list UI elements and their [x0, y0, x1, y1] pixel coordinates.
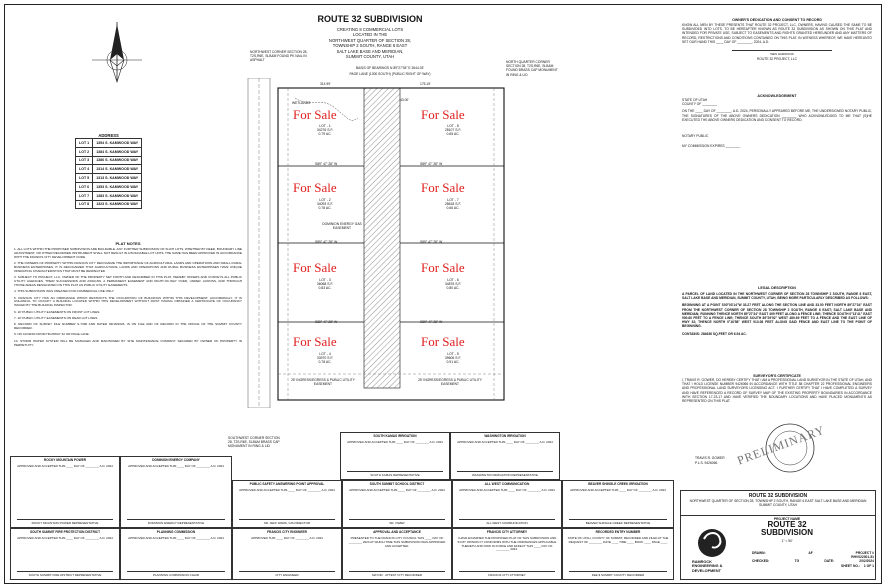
plat-note: 1. ALL LOTS WITHIN THE PROPOSED SUBDIVISION ARE BUILDABLE. ANY FURTHER SUBDIVISION OF SUCH LOTS, WHETHER BY DEED, BOUNDARY LINE ADJUSTMENT, OR OTHER RECORDED INSTRUMENT SHALL NOT RESULT IN A BUILDABLE LOT UNTIL THE SAME HAS BEEN APPROVED IN ACCORDANCE WITH THE FRANCIS CITY DEVELOPMENT CODE.: [14, 246, 242, 259]
address-cell: LOT 4: [76, 165, 93, 174]
titleblock-desc: NORTHWEST QUARTER OF SECTION 28, TOWNSHIP 2 SOUTH, RANGE 6 EAST SALT LAKE BASE AND MERIDIAN SUMMIT COUNTY, UTAH: [689, 499, 867, 508]
address-cell: LOT 6: [76, 182, 93, 191]
for-sale-lot-8: For Sale: [421, 107, 465, 122]
sw-corner-callout: SOUTHWEST CORNER SECTION 28, T2S,R6E, SLB&M BRASS CAP MONUMENT IN RING & LID: [228, 436, 280, 449]
titleblock-head: ROUTE 32 SUBDIVISION: [748, 493, 808, 499]
owners-dedication: [682, 18, 872, 61]
legal-description: [682, 286, 872, 336]
approval-signature: ROCKY MOUNTAIN POWER REPRESENTATIVE: [17, 519, 113, 525]
approval-box: [232, 528, 342, 580]
approval-box: [342, 528, 452, 580]
ack-text: ON THE ____ DAY OF ________, A.D. 2024, PERSONALLY APPEARED BEFORE ME, THE UNDERSIGNED NOTARY PUBLIC, THE SIGNATURES OF THE ABOVE OWNERS DEDICATION ________ WHO ACKNOWLEDGED TO ME THAT (S)HE EXECUTED THE ABOVE OWNERS DEDICATION AND CONSENT TO RECORD.: [682, 109, 872, 122]
approval-signature: BEAVER SHINGLE CREEK REPRESENTATIVE: [569, 519, 667, 525]
approval-box: [450, 432, 560, 480]
approval-body: APPROVED AND ACCEPTED THIS ____ DAY OF ________ A.D. 2024: [17, 536, 113, 540]
project-name-block: [752, 517, 822, 543]
subtitle-line: NORTHWEST QUARTER OF SECTION 28,: [328, 37, 412, 43]
approval-box: [452, 528, 562, 580]
address-row: [76, 139, 142, 148]
approval-signature: FRANCIS CITY ATTORNEY: [459, 571, 555, 577]
plat-note: 8. RECORD OF SURVEY FILE NUMBER S-7396 AND DATED 09/19/2023, IS ON FILE AND OF RECORD IN THE OFFICE OF THE SUMMIT COUNTY RECORDER.: [14, 322, 242, 331]
ack-county: COUNTY OF ________: [682, 102, 717, 107]
address-cell: 1313 S. KAMWOOD WAY: [93, 174, 142, 183]
dim-lot-line-right: S89° 47' 28" W: [420, 162, 443, 166]
address-table-title: ADDRESS: [98, 133, 119, 138]
plat-note: 3. SUBJECT TO PROJECT, LLC, OWNER OF THE PROPERTY SET FORTH AND DESCRIBED IN THIS PLAT, HEREBY OFFERS AND CONVEYS ALL PUBLIC UTILITY AGENCIES, THEIR SUCCESSORS AND ASSIGNS, A PERMANENT EASEMENT AND RIGHT-OF-WAY OVER, UNDER, ACROSS, AND THROUGH THOSE AREAS DESIGNATED ON THIS PLAT AS PUBLIC UTILITY EASEMENTS.: [14, 275, 242, 287]
approval-title: WASHINGTON IRRIGATION: [484, 434, 526, 438]
wetlands-label: WETLANDS: [292, 101, 311, 105]
plat-note: 7. 10' PUBLIC UTILITY EASEMENTS ON REAR LOT LINES.: [14, 315, 99, 320]
approval-box: [120, 528, 232, 580]
approval-body: APPROVED AND ACCEPTED THIS ____ DAY OF ________ A.D. 2024: [347, 440, 443, 444]
dim-lot-line-right-2: S89° 47' 28" W: [420, 240, 443, 244]
for-sale-lot-4: For Sale: [293, 334, 337, 349]
approval-signature: SOUTH KAMAS REPRESENTATIVE: [347, 471, 443, 477]
approval-body: APPROVED AND ACCEPTED THIS ____ DAY OF ________ A.D. 2024: [570, 488, 666, 492]
lot-5-label: LOT - 5 39606 S.F. 0.91 AC.: [444, 352, 462, 364]
plat-note: 2. THE OWNERS OF PROPERTY WITHIN FRANCIS CITY RECOGNIZE THE IMPORTANCE OF AGRICULTURAL LANDS AND OPERATIONS AND SMALL RURAL BUSINESS ENTERPRISES. IT IS RECOGNIZED THAT AGRICULTURAL LANDS AND OPERATIONS AND RURAL BUSINESS ENTERPRISES HAVE UNIQUE OPERATING CHARACTERISTICS THAT MUST BE RESPECTED.: [14, 261, 242, 273]
approval-signature: ALL WEST COMMUNICATION: [459, 519, 555, 525]
utility-easement-left: 25' INGRESS/EGRESS & PUBLIC UTILITY EASEMENT: [291, 378, 355, 387]
address-row: [76, 174, 142, 183]
address-cell: LOT 8: [76, 200, 93, 209]
plat-note: 4. THIS SUBDIVISION WAS CREATED FOR COMMERCIAL USE ONLY.: [14, 289, 115, 294]
plat-note: 9. NO ACCESS FROM HIGHWAY 32 OR PAGE LANE.: [14, 332, 90, 337]
plat-notes-list: [14, 248, 242, 348]
gas-easement-label: DOMINION ENERGY GAS EASEMENT: [322, 222, 362, 231]
approval-signature: CITY ENGINEER: [239, 571, 335, 577]
firm-name: RAMROCK ENGINEERING & DEVELOPMENT: [692, 560, 723, 573]
basis-of-bearings: BASIS OF BEARINGS N 89°27'35" E 2644.03': [355, 66, 425, 70]
approval-box: [452, 480, 562, 528]
surveyor-license: P.L.S. 9426066: [695, 461, 718, 465]
scale: 1" = 50': [781, 539, 793, 544]
for-sale-lot-6: For Sale: [421, 260, 465, 275]
for-sale-lot-3: For Sale: [293, 260, 337, 275]
approval-body: APPROVED AND ACCEPTED THIS ____ DAY OF ________ A.D. 2024: [239, 488, 335, 492]
approval-title: RECORDED ENTRY NUMBER: [595, 530, 641, 534]
address-cell: 1384 S. KAMWOOD WAY: [93, 147, 142, 156]
address-cell: 1383 S. KAMWOOD WAY: [93, 191, 142, 200]
lot-1-label: LOT - 1 34276 S.F. 0.79 AC.: [316, 124, 334, 136]
dim-top-left: 314.99': [320, 82, 331, 86]
address-cell: LOT 7: [76, 191, 93, 200]
subtitle-line: TOWNSHIP 2 SOUTH, RANGE 6 EAST: [332, 43, 408, 49]
address-cell: LOT 2: [76, 147, 93, 156]
owner-title-line: ROUTE 32 PROJECT, LLC: [757, 57, 797, 62]
approval-box: [10, 456, 120, 528]
address-cell: LOT 5: [76, 174, 93, 183]
dim-lot-line: S89° 47' 28" W: [315, 162, 338, 166]
legal-p1: A PARCEL OF LAND LOCATED IN THE NORTHWEST CORNER OF SECTION 28 TOWNSHIP 2 SOUTH, RANGE 6 EAST, SALT LAKE BASE AND MERIDIAN, SUMMIT COUNTY, UTAH, BEING MORE PARTICULARLY DESCRIBED AS FOLLOWS:: [682, 292, 872, 301]
approval-box: [120, 456, 232, 528]
approval-signature: DOMINION ENERGY REPRESENTATIVE: [127, 519, 225, 525]
approval-body: PRESENTED TO THE FRANCIS CITY COUNCIL THIS ____ DAY OF ________ 2024 AT WHICH TIME THIS SUBDIVISION WAS APPROVED AND ACCEPTED.: [348, 536, 446, 548]
plat-notes-title: PLAT NOTES: [115, 241, 141, 246]
plat-note: 5. FRANCIS CITY HAS AN ORDINANCE WHICH RESTRICTS THE OCCUPATION OF BUILDINGS WITHIN THIS DEVELOPMENT. ACCORDINGLY, IT IS UNLAWFUL TO OCCUPY A BUILDING LOCATED WITHIN THIS DEVELOPMENT WITHOUT FIRST HAVING OBTAINED A CERTIFICATE OF OCCUPANCY ISSUED BY THE BUILDING INSPECTOR.: [14, 295, 242, 308]
surveyor-title: SURVEYOR'S CERTIFICATE: [753, 374, 801, 378]
address-cell: 1386 S. KAMWOOD WAY: [93, 156, 142, 165]
approval-box: [232, 480, 342, 528]
lot-2-label: LOT - 2 34093 S.F. 0.78 AC.: [316, 198, 334, 210]
n-corner-callout: NORTH QUARTER CORNER SECTION 28, T2S,R6E, SLB&M FOUND BRASS CAP MONUMENT IN RING & LID: [506, 60, 558, 77]
plat-subtitle: [290, 27, 450, 59]
approval-body: APPROVED AND ACCEPTED THIS ____ DAY OF ________ A.D. 2024: [349, 488, 445, 492]
approval-title: SOUTH KAMAS IRRIGATION: [373, 434, 417, 438]
approval-body: APPROVED AND ACCEPTED THIS ____ DAY OF ________ A.D. 2024: [128, 536, 224, 540]
commission-line: MY COMMISSION EXPIRES ________: [682, 144, 741, 149]
approval-body: APPROVED AND ACCEPTED THIS ____ DAY OF ________ A.D. 2024: [457, 440, 553, 444]
dim-43: 43.00': [400, 98, 409, 102]
north-arrow-icon: [88, 20, 146, 90]
approval-title: ALL WEST COMMUNICATION: [484, 482, 530, 486]
address-row: [76, 182, 142, 191]
ack-state: STATE OF UTAH: [682, 98, 708, 102]
approval-body: APPROVED AND ACCEPTED THIS ____ DAY OF ________ A.D. 2024: [459, 488, 555, 492]
owners-title: OWNER'S DEDICATION AND CONSENT TO RECORD: [732, 18, 822, 22]
dim-lot-line-2: S89° 47' 28" W: [315, 240, 338, 244]
project-name: ROUTE 32 SUBDIVISION: [760, 520, 813, 538]
approval-title: SOUTH SUMMIT SCHOOL DISTRICT: [369, 482, 425, 486]
approval-title: APPROVAL AND ACCEPTANCE: [373, 530, 421, 534]
approval-box: [10, 528, 120, 580]
approval-signature: SR. JEFF WARD, GIS DIRECTOR: [239, 519, 335, 525]
approval-title: FRANCIS CITY ENGINEER: [267, 530, 307, 534]
approval-box: [562, 528, 674, 580]
title-block-fields: DRAWN: AF PROJECT # RHV022301-51 CHECKED: TG DATE: 2/02/2024 SHEET NO.: 1 OF 1: [752, 551, 874, 568]
plat-note: 10. STORM WATER SYSTEM WILL BE MANAGED AND MAINTAINED BY SITE MAINTENANCE COMPANY SECURED BY OWNER OF PROPERTY IN PERPETUITY.: [14, 338, 242, 347]
plat-notes: [14, 242, 242, 350]
dim-lot-line-3: S89° 47' 28" W: [315, 320, 338, 324]
approval-signature: SR. OWER: [349, 519, 445, 525]
for-sale-lot-5: For Sale: [421, 334, 465, 349]
approval-title: ROCKY MOUNTAIN POWER: [43, 458, 87, 462]
approval-box: [342, 480, 452, 528]
legal-p2: BEGINNING AT A POINT S00°03'14"W 33.27 FEET ALONG THE SECTION LINE AND 33.00 FEET NORTH 89°27'34" EAST FROM THE NORTHWEST CORNER OF SECTION 28 TOWNSHIP 2 SOUTH, RANGE 6 EAST; SALT LAKE BASE AND MERIDIAN; RUNNING THENCE NORTH 89°27'34" EAST 499 FEET ALONG A FENCE LINE; THENCE SOUTH 0°13'41" EAST 900.60 FEET TO A FENCE LINE; THENCE SOUTH 89°29'52" WEST 489.69 FEET TO A FENCE AND THE EAST LINE OF HWY 32; THENCE NORTH 0°16'58" WEST 913.08 FEET ALONG SAID FENCE AND EAST LINE TO THE POINT OF BEGINNING.: [682, 303, 872, 329]
surveyor-name: TRAVIS R. GOWER: [695, 456, 725, 460]
address-cell: 1353 S. KAMWOOD WAY: [93, 182, 142, 191]
address-row: [76, 191, 142, 200]
approval-title: DOMINION ENERGY COMPANY: [152, 458, 200, 462]
approval-signature: WASHINGTON IRRIGATION REPRESENTATIVE: [457, 471, 553, 477]
owner-signature: WES HARWOOD: [732, 50, 832, 57]
dim-lot-line-right-3: S89° 47' 28" W: [420, 320, 443, 324]
road-label: PAGE LANE (1300 SOUTH) (PUBLIC RIGHT OF WAY): [349, 72, 431, 76]
preliminary-stamp: PRELIMINARY: [735, 422, 827, 468]
ack-title: ACKNOWLEDGEMENT: [757, 94, 797, 98]
project-name-label: PROJECT NAME: [773, 517, 801, 521]
owners-text: KNOW ALL MEN BY THESE PRESENTS THAT ROUTE 32 PROJECT, LLC, OWNERS, HAVING CAUSED THE SAME TO BE SUBDIVIDED INTO LOTS, TO BE HEREAFTER KNOWN AS ROUTE 32 SUBDIVISION AS SHOWN ON THIS PLAT AND INTENDED FOR PRIVATE USE, SUBJECT TO EASEMENTS AND RIGHTS GRANTED HEREUNDER AND ANY MATTERS OF RECORD, RESTRICTIONS AND CONDITIONS CONTAINED ON THIS PLAT. IN WITNESS WHEREOF, WE HAVE HEREUNTO SET OUR HAND THIS ____ DAY OF ________, 2024, A.D.: [682, 23, 872, 44]
for-sale-lot-2: For Sale: [293, 180, 337, 195]
approval-signature: FEE $ SUMMIT COUNTY RECORDER: [569, 571, 667, 577]
surveyor-certificate: [682, 374, 872, 403]
approval-body: APPROVED AND ACCEPTED THIS ____ DAY OF ________ A.D. 2024: [17, 464, 113, 468]
address-row: [76, 165, 142, 174]
address-row: [76, 147, 142, 156]
approval-body: APPROVED AND ACCEPTED THIS ____ DAY OF ________ A.D. 2024: [128, 464, 224, 468]
approval-signature: PLANNING COMMISSION CHAIR: [127, 571, 225, 577]
approval-box: [562, 480, 674, 528]
notary-line: NOTARY PUBLIC: [682, 134, 709, 139]
legal-p3: CONTAINS: 284636 SQ.FEET OR 6.54 AC.: [682, 331, 747, 336]
approval-title: FRANCIS CITY ATTORNEY: [486, 530, 528, 534]
approval-body: I HAVE EXAMINED THE PROPOSED PLAT OF THIS SUBDIVISION AND IN MY OPINION IT CONFORMS WITH THE ORDINANCES APPLICABLE THERETO AND NOW IN FORCE AND EFFECT THIS ____ DAY OF ________ 2024.: [457, 536, 557, 552]
ramrock-logo-icon: [692, 525, 732, 561]
address-table: [75, 133, 142, 209]
lot-4-label: LOT - 4 33970 S.F. 0.78 AC.: [316, 352, 334, 364]
lot-8-label: LOT - 8 28107 S.F. 0.65 AC.: [444, 124, 462, 136]
utility-easement-right: 25' INGRESS/EGRESS & PUBLIC UTILITY EASEMENT: [418, 378, 482, 387]
subtitle-line: SUMMIT COUNTY, UTAH: [345, 54, 395, 60]
address-row: [76, 200, 142, 209]
address-cell: 1323 S. KAMWOOD WAY: [93, 200, 142, 209]
approval-title: BEAVER SHINGLE CREEK IRRIGATION: [588, 482, 648, 486]
for-sale-lot-7: For Sale: [421, 180, 465, 195]
lot-3-label: LOT - 3 36068 S.F. 0.83 AC.: [316, 278, 334, 290]
lot-6-label: LOT - 6 34876 S.F. 0.80 AC.: [444, 278, 462, 290]
address-cell: 1354 S. KAMWOOD WAY: [93, 139, 142, 148]
lot-7-label: LOT - 7 28618 S.F. 0.66 AC.: [444, 198, 462, 210]
approval-title: SOUTH SUMMIT FIRE PROTECTION DISTRICT: [29, 530, 101, 534]
approval-signature: MAYOR · ATTEST CITY RECORDER: [349, 571, 445, 577]
legal-title: LEGAL DESCRIPTION: [758, 286, 796, 290]
approval-body: STATE OF UTAH, COUNTY OF SUMMIT, RECORDED AND FILED AT THE REQUEST OF ________ DATE ____ TIME ____ BOOK ____ PAGE ____: [567, 536, 669, 544]
surveyor-text: I, TRAVIS R. GOWER, DO HEREBY CERTIFY THAT I AM A PROFESSIONAL LAND SURVEYOR IN THE STATE OF UTAH, AND THAT I HOLD LICENSE NUMBER 9426066 IN ACCORDANCE WITH TITLE 58 CHAPTER 22 PROFESSIONAL ENGINEERS AND PROFESSIONAL LAND SURVEYORS LICENSING ACT. I FURTHER CERTIFY THAT I HAVE COMPLETED A SURVEY AND HAVE REFERENCED A RECORD OF SURVEY MAP OF THE EXISTING PROPERTY BOUNDARIES IN ACCORDANCE WITH SECTION 17-23-17 AND HAVE VERIFIED THE BOUNDARY LOCATIONS AND HAVE PLACED MONUMENTS AS REPRESENTED ON THIS PLAT.: [682, 378, 872, 404]
approval-title: PUBLIC SAFETY ANSWERING POINT APPROVAL: [249, 482, 325, 486]
approval-body: APPROVED THIS ____ DAY OF ________ A.D. 2024: [251, 536, 323, 540]
approval-signature: SOUTH SUMMIT FIRE DISTRICT REPRESENTATIVE: [17, 571, 113, 577]
address-row: [76, 156, 142, 165]
subtitle-line: LOCATED IN THE: [352, 32, 388, 38]
plat-note: 6. 10' PUBLIC UTILITY EASEMENTS ON FRONT LOT LINES.: [14, 309, 101, 314]
address-cell: 1314 S. KAMWOOD WAY: [93, 165, 142, 174]
plat-title: ROUTE 32 SUBDIVISION: [317, 14, 423, 24]
approval-title: PLANNING COMMISSION: [156, 530, 196, 534]
address-cell: LOT 1: [76, 139, 93, 148]
acknowledgement: [682, 94, 872, 148]
address-cell: LOT 3: [76, 156, 93, 165]
approval-box: [340, 432, 450, 480]
nw-corner-callout: NORTHWEST CORNER SECTION 28, T2S,R6E, SLB&M FOUND PK NAIL IN ASPHALT: [250, 50, 308, 63]
subtitle-line: SALT LAKE BASE AND MERIDIAN,: [336, 48, 404, 54]
for-sale-lot-1: For Sale: [293, 107, 337, 122]
address-grid: [75, 138, 142, 209]
subtitle-line: CREATING 8 COMMERCIAL LOTS: [336, 27, 404, 32]
dim-top-right: 175.15': [420, 82, 431, 86]
